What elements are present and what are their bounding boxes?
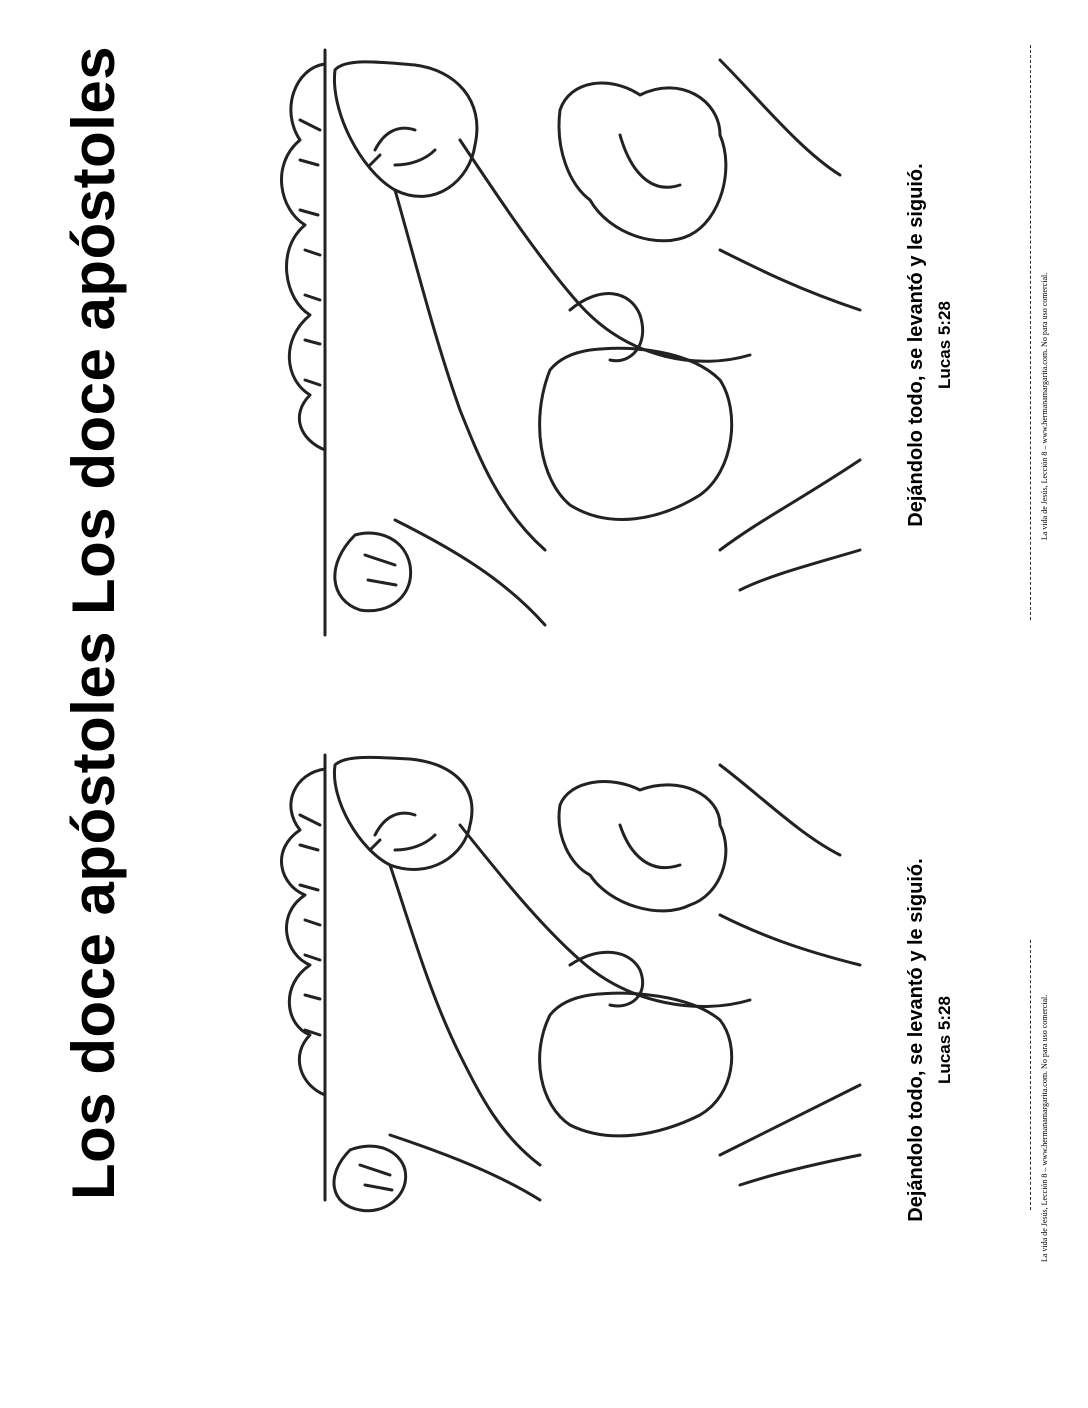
jesus-apostles-drawing: [160, 50, 860, 640]
panel-title: Los doce apóstoles: [60, 45, 127, 615]
scripture-verse: Dejándolo todo, se levantó y le siguió.: [905, 858, 927, 1222]
copyright-footer: La vida de Jesús, Lección 8 – www.hermanamargarita.com. No para uso comercial.: [1040, 272, 1049, 540]
scripture-reference: Lucas 5:28: [935, 301, 954, 389]
panel-title: Los doce apóstoles: [60, 630, 127, 1200]
scripture-verse: Dejándolo todo, se levantó y le siguió.: [905, 163, 927, 527]
copyright-footer: La vida de Jesús, Lección 8 – www.hermanamargarita.com. No para uso comercial.: [1040, 994, 1049, 1262]
jesus-apostles-drawing: [160, 755, 860, 1205]
scripture-reference: Lucas 5:28: [935, 996, 954, 1084]
cut-line: [1030, 940, 1031, 1210]
cut-line: [1030, 45, 1031, 620]
